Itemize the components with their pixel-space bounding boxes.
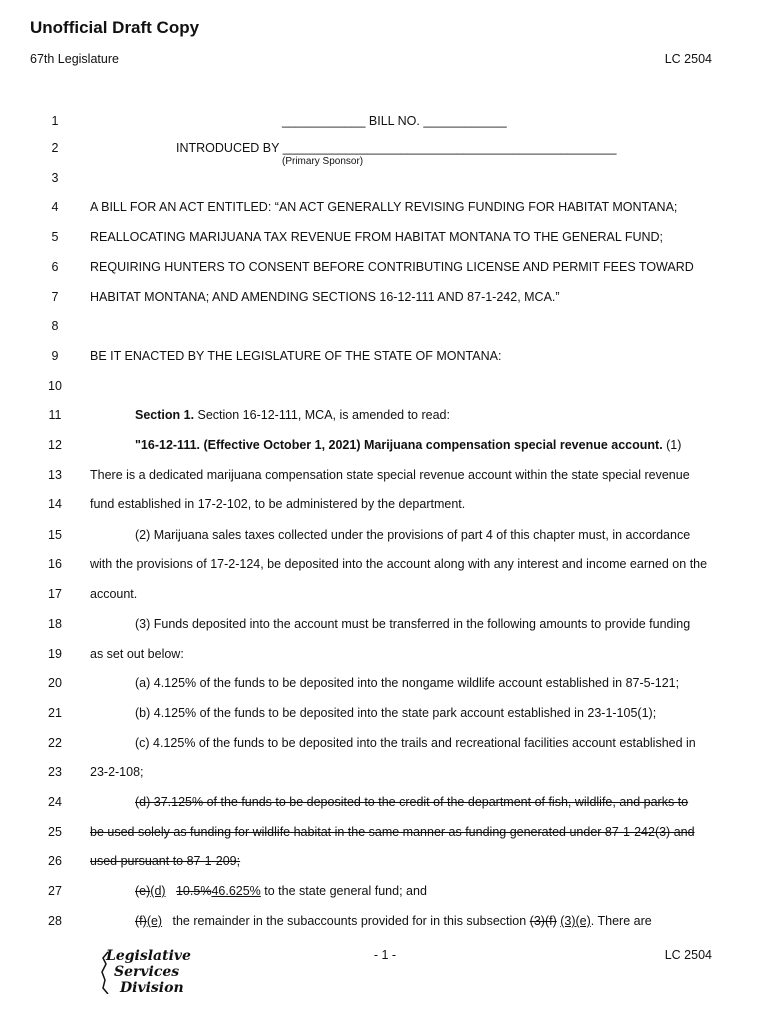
line-text: (c) 4.125% of the funds to be deposited into the trails and recreational facilities account established in [135, 736, 696, 750]
line-text: to the state general fund; and [260, 884, 427, 898]
line-number: 26 [48, 854, 62, 868]
line-text: as set out below: [90, 647, 184, 661]
bill-line [0, 736, 770, 754]
inserted-text: (3)(e) [560, 914, 591, 928]
line-number: 3 [51, 171, 59, 185]
line-number: 28 [48, 914, 62, 928]
stricken-text: (e) [135, 884, 151, 898]
bill-line [0, 587, 770, 605]
footer-lc-number: LC 2504 [664, 948, 712, 962]
amended-line [135, 914, 712, 928]
line-text: account. [90, 587, 138, 601]
primary-sponsor-label: (Primary Sponsor) [282, 156, 364, 167]
line-number: 17 [48, 587, 62, 601]
line-text: . There are [590, 914, 652, 928]
bill-line [0, 230, 770, 248]
line-number: 13 [48, 468, 62, 482]
section-heading [135, 408, 712, 422]
line-number: 9 [51, 349, 59, 363]
bill-line [0, 765, 770, 783]
bill-line [0, 528, 770, 546]
line-text: the remainder in the subaccounts provided for in this subsection [162, 914, 530, 928]
line-number: 19 [48, 647, 62, 661]
line-number: 8 [51, 319, 59, 333]
line-number: 14 [48, 497, 62, 511]
stricken-text: (3)(f) [529, 914, 557, 928]
line-text: (2) Marijuana sales taxes collected under the provisions of part 4 of this chapter must, in accordance [135, 528, 691, 542]
line-number: 4 [51, 200, 59, 214]
bill-line [0, 171, 770, 189]
line-number: 15 [48, 528, 62, 542]
stricken-text: used pursuant to 87-1-209; [90, 854, 241, 868]
line-number: 23 [48, 765, 62, 779]
bill-line [0, 349, 770, 367]
line-number: 20 [48, 676, 62, 690]
bill-line [0, 260, 770, 278]
line-number: 25 [48, 825, 62, 839]
logo-word-1: Legislative [106, 948, 191, 964]
bill-line [0, 706, 770, 724]
page-number: - 1 - [373, 948, 397, 962]
line-text: (b) 4.125% of the funds to be deposited into the state park account established in 23-1-105(1); [135, 706, 657, 720]
line-number: 22 [48, 736, 62, 750]
statute-subsection: (1) [662, 438, 682, 452]
line-number: 10 [48, 379, 62, 393]
bill-line [0, 884, 770, 902]
lc-number: LC 2504 [664, 52, 712, 66]
bill-line [0, 319, 770, 337]
line-number: 6 [51, 260, 59, 274]
stricken-text: (d) 37.125% of the funds to be deposited to the credit of the department of fish, wildlife, and parks to [135, 795, 689, 809]
line-text: fund established in 17-2-102, to be administered by the department. [90, 497, 466, 511]
line-number: 21 [48, 706, 62, 720]
bill-line [0, 854, 770, 872]
line-number: 5 [51, 230, 59, 244]
line-text: (3) Funds deposited into the account must be transferred in the following amounts to provide funding [135, 617, 691, 631]
bill-line [0, 617, 770, 635]
logo-word-3: Division [120, 980, 184, 996]
line-number: 12 [48, 438, 62, 452]
logo-word-2: Services [114, 964, 180, 980]
line-number: 18 [48, 617, 62, 631]
section-text: Section 16-12-111, MCA, is amended to read: [194, 408, 450, 422]
line-text: There is a dedicated marijuana compensation state special revenue account within the state special revenue [90, 468, 690, 482]
bill-line [0, 647, 770, 665]
line-number: 16 [48, 557, 62, 571]
stricken-text: 10.5% [175, 884, 212, 898]
line-number: 1 [51, 114, 59, 128]
legislature-label: 67th Legislature [30, 52, 119, 66]
bill-line [0, 408, 770, 426]
line-text: with the provisions of 17-2-124, be deposited into the account along with any interest and income earned on the [90, 557, 708, 571]
stricken-text: (f) [135, 914, 147, 928]
inserted-text: (d) [150, 884, 166, 898]
line-number: 2 [51, 141, 59, 155]
section-label: Section 1. [135, 408, 195, 422]
stricken-text: be used solely as funding for wildlife habitat in the same manner as funding generated under 87-1-242(3) and [90, 825, 695, 839]
enacting-clause: BE IT ENACTED BY THE LEGISLATURE OF THE STATE OF MONTANA: [90, 349, 502, 363]
bill-line [0, 468, 770, 486]
line-text: (a) 4.125% of the funds to be deposited into the nongame wildlife account established in 87-5-121; [135, 676, 680, 690]
line-number: 11 [48, 408, 62, 422]
line-number: 7 [51, 290, 59, 304]
statute-title: "16-12-111. (Effective October 1, 2021) Marijuana compensation special revenue account. [135, 438, 663, 452]
line-number: 24 [48, 795, 62, 809]
line-text: REQUIRING HUNTERS TO CONSENT BEFORE CONTRIBUTING LICENSE AND PERMIT FEES TOWARD [90, 260, 694, 274]
bill-number-line: ____________ BILL NO. ____________ [282, 114, 507, 128]
bill-line [0, 795, 770, 813]
bill-line [0, 497, 770, 515]
inserted-text: 46.625% [211, 884, 261, 898]
introduced-by-line: INTRODUCED BY ________________________________________________ [176, 141, 617, 155]
draft-title: Unofficial Draft Copy [30, 18, 200, 37]
bill-line [0, 825, 770, 843]
line-text: REALLOCATING MARIJUANA TAX REVENUE FROM HABITAT MONTANA TO THE GENERAL FUND; [90, 230, 664, 244]
bill-line [0, 200, 770, 218]
line-text: HABITAT MONTANA; AND AMENDING SECTIONS 16-12-111 AND 87-1-242, MCA.” [90, 290, 560, 304]
spacer-text [166, 884, 176, 898]
bill-line [0, 676, 770, 694]
bill-line [0, 379, 770, 397]
bill-line [0, 557, 770, 575]
bill-line [0, 914, 770, 932]
amended-line [135, 884, 712, 898]
bill-line [0, 290, 770, 308]
statute-heading [135, 438, 712, 452]
inserted-text: (e) [146, 914, 163, 928]
line-text: A BILL FOR AN ACT ENTITLED: “AN ACT GENERALLY REVISING FUNDING FOR HABITAT MONTANA; [90, 200, 678, 214]
line-number: 27 [48, 884, 62, 898]
bill-line [0, 114, 770, 132]
bill-line [0, 438, 770, 456]
bill-line [0, 141, 770, 159]
line-text: 23-2-108; [90, 765, 144, 779]
